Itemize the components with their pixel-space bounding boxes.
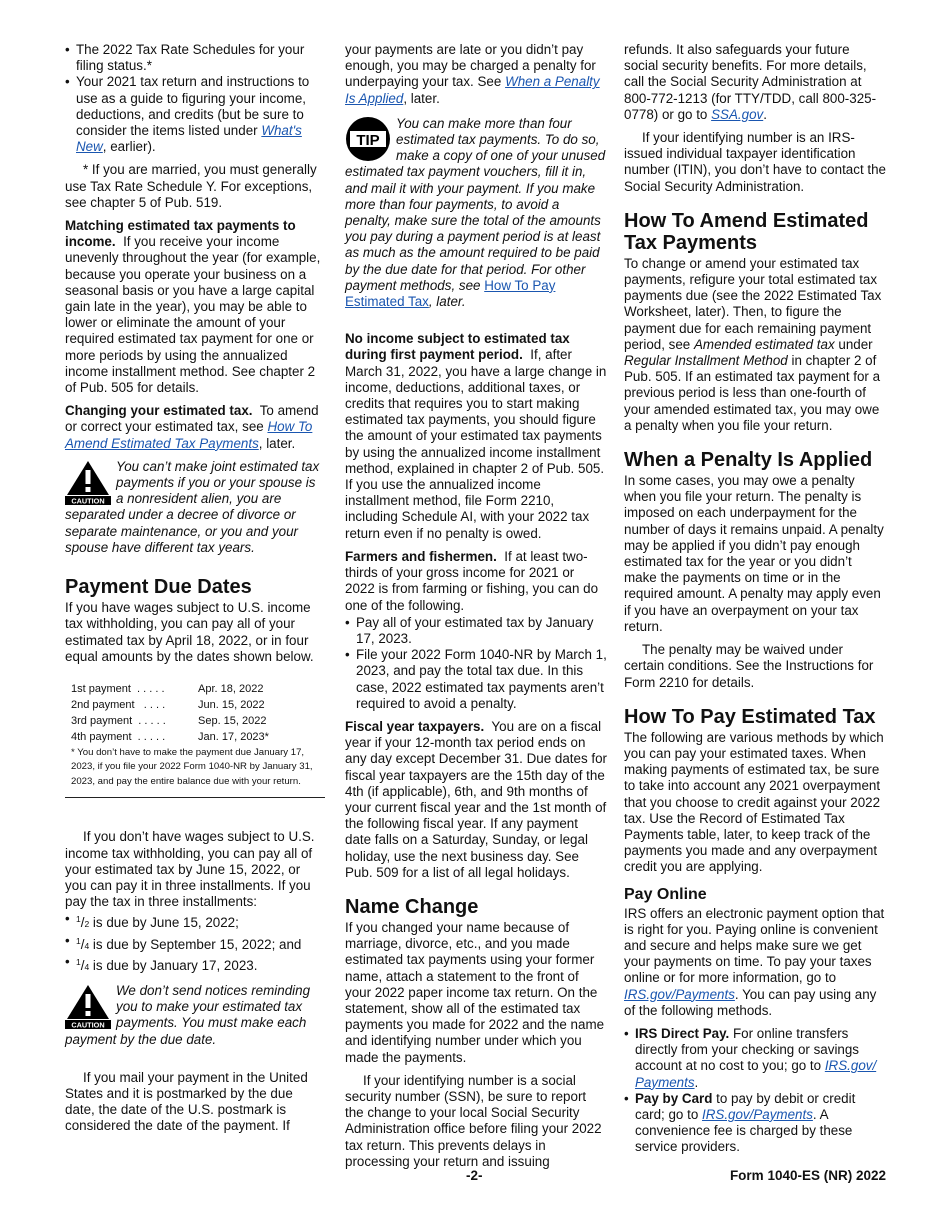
no-income-paragraph: No income subject to estimated tax during first payment period. If, after March 31, 2022, you have a large change in income, deductions, additional taxes, or credits that requires you to start making estimated tax payments, you should figure the amount of your estimated tax payments by using the annualized income installment method, explained in chapter 2 of Pub. 505. If you use the annualized income installment method, file Form 2210, including Schedule AI, with your 2022 tax return even if no penalty is owed.	[345, 331, 607, 541]
penalty-applied-link[interactable]: When a Penalty Is Applied	[345, 74, 600, 106]
itin-paragraph: If your identifying number is an IRS-issued individual taxpayer identification number (ITIN), you don’t have to contact the Social Security Administration.	[624, 130, 886, 194]
mail-payment-paragraph: If you mail your payment in the United States and it is postmarked by the due date, the date of the U.S. postmark is considered the date of the payment. If	[65, 1069, 308, 1134]
page-number: -2-	[466, 1168, 483, 1183]
page-footer	[65, 1168, 886, 1188]
farmers-paragraph: Farmers and fishermen. If at least two-thirds of your gross income for 2021 or 2022 is from farming or fishing, you can do one of the following.	[345, 548, 599, 613]
caution-icon	[65, 459, 111, 505]
amend-heading: How To Amend Estimated Tax Payments	[624, 209, 869, 254]
name-change-paragraph: If you changed your name because of marriage, divorce, etc., and you made estimated tax payments using your former name, attach a statement to the front of your 2022 paper income tax return. On the statement, show all of the estimated tax payments you made for 2022 and the name and identifying number under which you made the payments.	[345, 919, 605, 1065]
fiscal-paragraph: Fiscal year taxpayers. You are on a fiscal year if your 12-month tax period ends on any day except December 31. Due dates for fiscal year taxpayers are the 15th day of the 4th (if applicable), 6th, and 9th months of your current fiscal year and the 1st month of the following fiscal year. If any payment date falls on a Saturday, Sunday, or legal holiday, use the next business day. See Pub. 509 for a list of all legal holidays.	[345, 718, 608, 880]
no-income-heading: No income subject to estimated tax during first payment period.	[345, 331, 570, 363]
penalty-heading: When a Penalty Is Applied	[624, 449, 873, 472]
caution-note-joint: CAUTION You can’t make joint estimated tax payments if you or your spouse is a nonresident alien, you are separated under a decree of divorce or separate maintenance, or you and your spouse have different tax years.	[65, 458, 320, 555]
ssa-continuation: refunds. It also safeguards your future social security benefits. For more details, call the Social Security Administration at 800-772-1213 (for TTY/TDD, call 800-325-0778) or go to SSA.gov.	[624, 42, 877, 122]
tip-note: TIP You can make more than four estimated tax payments. To do so, make a copy of one of your unused estimated tax payment vouchers, fill it in, and mail it with your payment. If you make more than four payments, to avoid a penalty, make sure the total of the amounts you pay during a payment period is at least as much as the amount required to be paid by the due date for that period. For other payment methods, see How To Pay Estimated Tax, later.	[345, 115, 606, 310]
farmers-heading: Farmers and fishermen.	[345, 548, 497, 564]
waived-paragraph: The penalty may be waived under certain conditions. See the Instructions for Form 2210 for details.	[624, 642, 874, 690]
list-item: • Pay by Card to pay by debit or credit card; go to IRS.gov/Payments. A convenience fee is charged by these service providers.	[624, 1091, 886, 1156]
list-item: • $^1$/4 is due by January 17, 2023.	[65, 954, 325, 975]
table-row: 3rd payment . . . . . Sep. 15, 2022	[71, 714, 267, 727]
ssa-link[interactable]: SSA.gov	[711, 106, 764, 122]
pay-online-paragraph: IRS offers an electronic payment option that is right for you. Paying online is convenient and secure and helps make sure we get your payments on time. To pay your taxes online or for more information, go to IRS.gov/Payments. You can pay using any of the following methods.	[624, 905, 885, 1018]
payments-footnote: * You don’t have to make the payment due January 17, 2023, if you file your 2022 Form 1040-NR by January 31, 2023, and pay the entire balance due with your return.	[71, 746, 313, 787]
penalty-continuation: your payments are late or you didn’t pay enough, you may be charged a penalty for underpaying your tax. See When a Penalty Is Applied, later.	[345, 42, 600, 106]
irs-direct-pay-link[interactable]: IRS.gov/ Payments	[635, 1058, 877, 1090]
payment-dates-table	[65, 675, 325, 799]
irs-payments-link[interactable]: IRS.gov/Payments	[624, 986, 735, 1002]
table-row: 2nd payment . . . . Jun. 15, 2022	[71, 698, 265, 711]
svg-text:CAUTION: CAUTION	[71, 1020, 105, 1030]
due-dates-intro: If you have wages subject to U.S. income tax withholding, you can pay all of your estimated tax by April 18, 2022, or in four equal amounts by the dates shown below.	[65, 600, 314, 664]
tip-icon	[345, 116, 391, 162]
form-name: Form 1040-ES (NR) 2022	[729, 1168, 886, 1183]
irs-card-payments-link[interactable]: IRS.gov/Payments	[702, 1106, 813, 1122]
matching-paragraph: Matching estimated tax payments to income. If you receive your income unevenly throughout the year (for example, because you operate your business on a seasonal basis or you have a large capital gain late in the year), you may be able to lower or eliminate the amount of your required estimated tax payment for one or more periods by using the annualized income installment method. See chapter 2 of Pub. 505 for details.	[65, 218, 321, 396]
penalty-paragraph: In some cases, you may owe a penalty when you file your return. The penalty is imposed on each underpayment for the number of days it remains unpaid. A penalty may be applied if you didn’t pay enough estimated tax for the year or you didn’t make the payments on time or in the required amount. A penalty may apply even if you have an overpayment on your tax return.	[624, 473, 884, 634]
list-item: • File your 2022 Form 1040-NR by March 1, 2023, and pay the total tax due. In this case, 2022 estimated tax payments aren’t required to avoid a penalty.	[345, 647, 607, 712]
column-3	[624, 42, 886, 1156]
column-2	[345, 42, 607, 1177]
list-item: • Pay all of your estimated tax by January 17, 2023.	[345, 615, 607, 647]
married-note: * If you are married, you must generally use Tax Rate Schedule Y. For exceptions, see chapter 5 of Pub. 519.	[65, 162, 317, 210]
bullet-tax-rate-schedules: • The 2022 Tax Rate Schedules for your filing status.*	[65, 42, 325, 74]
pay-online-heading: Pay Online	[624, 885, 707, 903]
changing-paragraph: Changing your estimated tax. To amend or correct your estimated tax, see How To Amend Estimated Tax Payments, later.	[65, 403, 319, 451]
list-item: • $^1$/4 is due by September 15, 2022; and	[65, 933, 325, 954]
list-item: • $^1$/2 is due by June 15, 2022;	[65, 911, 325, 932]
column-1	[65, 42, 325, 1142]
amend-estimated-tax-link[interactable]: How To Amend Estimated Tax Payments	[65, 419, 313, 451]
table-row: 1st payment . . . . . Apr. 18, 2022	[71, 682, 264, 695]
how-to-pay-link[interactable]: How To Pay Estimated Tax	[345, 277, 556, 310]
caution-icon	[65, 983, 111, 1029]
ssn-paragraph: If your identifying number is a social security number (SSN), be sure to report the change to your local Social Security Administration office before filing your 2022 tax return. This prevents delays in processing your return and issuing	[345, 1072, 602, 1169]
payment-due-dates-heading: Payment Due Dates	[65, 576, 252, 599]
svg-text:CAUTION: CAUTION	[71, 496, 105, 505]
how-to-pay-heading: How To Pay Estimated Tax	[624, 705, 876, 728]
changing-heading: Changing your estimated tax.	[65, 403, 253, 419]
fiscal-heading: Fiscal year taxpayers.	[345, 718, 485, 734]
svg-text:TIP: TIP	[356, 131, 380, 149]
how-to-pay-paragraph: The following are various methods by which you can pay your estimated taxes. When making payments of estimated tax, be sure to take into account any 2021 overpayment that you choose to credit against your 2022 tax. Use the Record of Estimated Tax Payments table, later, to keep track of the payments you made and any overpayment credit you are applying.	[624, 729, 884, 875]
table-row: 4th payment . . . . . Jan. 17, 2023*	[71, 730, 269, 743]
caution-note-notices: CAUTION We don’t send notices reminding you to make your estimated tax payments. You must make each payment by the due date.	[65, 983, 311, 1047]
whats-new-link[interactable]: What's New	[76, 123, 302, 155]
amend-paragraph: To change or amend your estimated tax payments, refigure your total estimated tax payments due (see the 2022 Estimated Tax Worksheet, later). Then, to figure the payment due for each remaining payment period, see Amended estimated tax under Regular Installment Method in chapter 2 of Pub. 505. If an estimated tax payment for a previous period is less than one-fourth of your amended estimated tax, you may owe a penalty when you file your return.	[624, 255, 882, 433]
matching-heading: Matching estimated tax payments to income.	[65, 218, 296, 250]
no-wages-paragraph: If you don’t have wages subject to U.S. income tax withholding, you can pay all of your estimated tax by June 15, 2022, or you can pay it in three installments. If you pay the tax in three installments:	[65, 829, 315, 910]
bullet-prior-return: • Your 2021 tax return and instructions to use as a guide to figuring your income, deductions, and credits (but be sure to consider the items listed under What's New, earlier).	[65, 74, 325, 155]
name-change-heading: Name Change	[345, 895, 479, 918]
list-item: • IRS Direct Pay. For online transfers directly from your checking or savings account at no cost to you; go to IRS.gov/ Payments.	[624, 1026, 886, 1091]
